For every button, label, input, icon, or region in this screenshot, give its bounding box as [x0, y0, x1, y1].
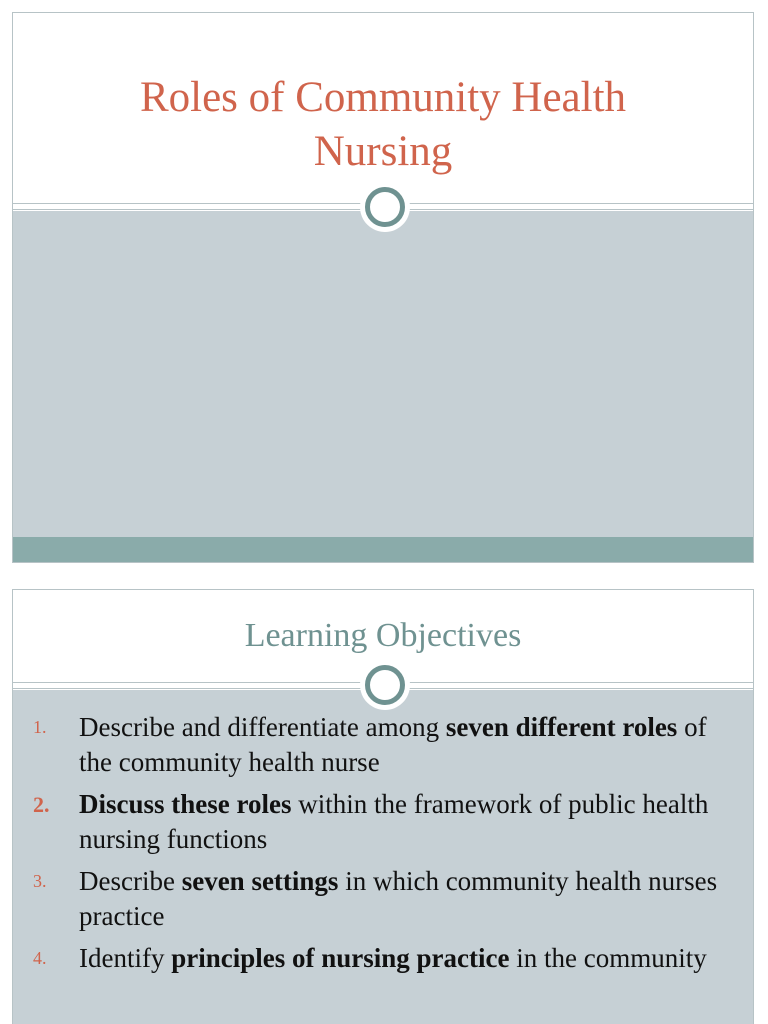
slide-heading: Learning Objectives — [244, 617, 522, 654]
item-emphasis: principles of nursing practice — [171, 943, 510, 973]
list-item — [13, 710, 753, 780]
title-slide — [12, 12, 754, 563]
item-text: Identify — [79, 943, 172, 973]
content-area — [13, 211, 753, 537]
title-area — [13, 13, 753, 205]
list-number: 2. — [33, 792, 50, 817]
item-text: Describe and differentiate among — [79, 712, 446, 742]
list-item — [13, 787, 753, 857]
list-item — [13, 864, 753, 934]
list-item — [13, 941, 753, 976]
item-text: in the community — [509, 943, 707, 973]
item-text: of the community health nurse — [79, 712, 707, 777]
circle-ornament-icon — [365, 187, 405, 227]
slide-title: Roles of Community Health Nursing — [139, 74, 627, 175]
objectives-list — [13, 710, 753, 983]
item-text: in which community health nurses practice — [79, 866, 718, 931]
item-emphasis: Discuss these roles — [79, 789, 292, 819]
item-emphasis: seven settings — [181, 866, 339, 896]
item-text: within the framework of public health nursing functions — [79, 789, 709, 854]
list-number: 4. — [33, 948, 47, 968]
item-text: Describe — [79, 866, 182, 896]
objectives-slide — [12, 589, 754, 1024]
footer-band — [13, 537, 753, 563]
circle-ornament-icon — [365, 665, 405, 705]
list-number: 3. — [33, 871, 47, 891]
item-emphasis: seven different roles — [445, 712, 678, 742]
list-number: 1. — [33, 717, 47, 737]
